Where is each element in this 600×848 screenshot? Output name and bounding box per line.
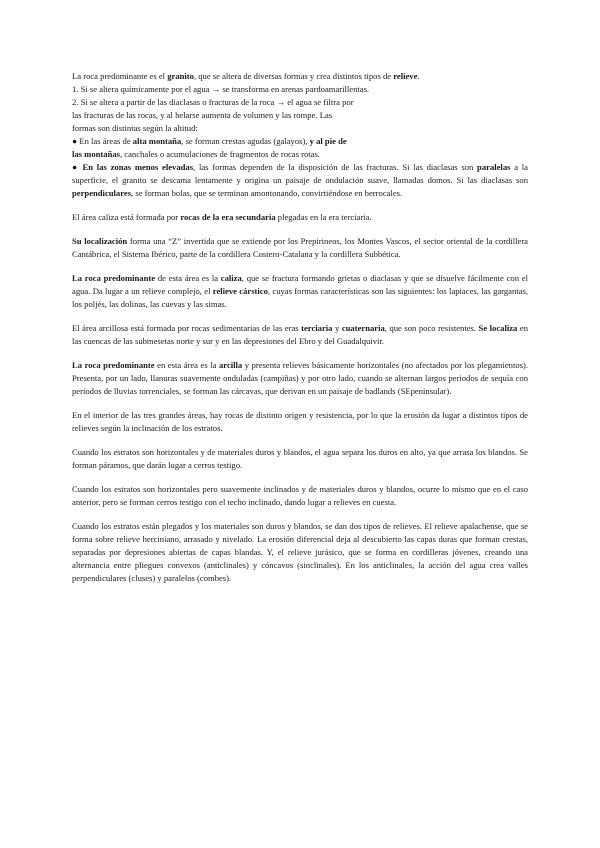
text-run: El área arcillosa está formada por rocas sedimentarias de las eras xyxy=(72,323,302,333)
bold-term: caliza xyxy=(220,273,242,283)
bold-term: perpendiculares xyxy=(72,188,132,198)
bold-term: En las zonas menos elevadas xyxy=(82,162,194,172)
bold-term: Se localiza xyxy=(478,323,518,333)
arcilla-intro xyxy=(72,322,528,348)
granito-item-2-line-2: las fracturas de las rocas, y al helarse aumenta de volumen y las rompe. Las xyxy=(72,110,333,120)
bold-term: terciaria xyxy=(301,323,333,333)
bold-term: y al pie de xyxy=(309,136,347,146)
bold-term: rocas de la era secundaria xyxy=(180,212,276,222)
text-run: en esta área es la xyxy=(154,360,219,370)
caliza-localizacion xyxy=(72,235,528,261)
granito-item-2-line-3: formas son distintas según la altitud: xyxy=(72,123,198,133)
text-run: El área caliza está formada por xyxy=(72,212,181,222)
bold-term: paralelas xyxy=(477,162,511,172)
text-run: La roca predominante es el xyxy=(72,71,168,81)
bold-term: relieve xyxy=(393,71,418,81)
text-run: , que se fractura formando grietas o diaclasas y que se disuelve fácilmente con el agua. Da lugar a un relieve complejo, el xyxy=(72,273,528,296)
bold-term: La roca predominante xyxy=(72,273,156,283)
granito-item-2-line-1: 2. Si se altera a partir de las diaclasas o fracturas de la roca → el agua se filtra por xyxy=(72,97,354,107)
caliza-roca xyxy=(72,272,528,311)
text-run: ● xyxy=(72,162,83,172)
bold-term: Su localización xyxy=(72,236,128,246)
granito-bullet-1 xyxy=(72,135,528,161)
text-run: , se forman crestas agudas (galayos), xyxy=(181,136,310,146)
estratos-inclinados: Cuando los estratos son horizontales pero suavemente inclinados y de materiales duros y blandos, ocurre lo mismo que en el caso anterior, pero se forman cerros testigo con el techo inclinado, dando lugar a relieves en cuesta. xyxy=(72,484,528,507)
bold-term: relieve cárstico xyxy=(212,286,268,296)
text-run: . xyxy=(417,71,420,81)
text-run: en las cuencas de las submesetas norte y sur y en las depresiones del Ebro y del Guadalquivir. xyxy=(72,323,528,346)
text-run: de esta área es la xyxy=(155,273,221,283)
text-run: y presenta relieves básicamente horizontales (no afectados por los plegamientos). Presenta, por un lado, llanuras suavemente onduladas (campiñas) y por otro lado, cuando se alternan largos periodos de sequía con periodos de lluvias torrenciales, se forman las cárcavas, que derivan en un paisaje de badlands (SEpeninsular). xyxy=(72,360,528,396)
text-run: , cuyas formas características son las siguientes: los lapiaces, las gargantas, los poljés, las dolinas, las cuevas y las simas. xyxy=(72,286,528,309)
text-run: ● En las áreas de xyxy=(72,136,133,146)
caliza-intro xyxy=(72,211,528,224)
text-run: , se forman bolas, que se terminan amontonando, convirtiéndose en berrocales. xyxy=(131,188,403,198)
bold-term: cuaternaria xyxy=(341,323,385,333)
bold-term: granito xyxy=(167,71,194,81)
bold-term: arcilla xyxy=(219,360,243,370)
bold-term: La roca predominante xyxy=(72,360,155,370)
estratos-horizontales: Cuando los estratos son horizontales y de materiales duros y blandos, el agua separa los duros en alto, ya que arrasa los blandos. Se forman páramos, que darán lugar a cerros testigo. xyxy=(72,447,528,470)
text-run: y xyxy=(332,323,342,333)
bold-term: las montañas xyxy=(72,149,120,159)
text-run: a la superficie, el granito se descama lentamente y origina un paisaje de ondulación suave, llamadas domos. Si las diaclasas son xyxy=(72,162,528,185)
text-run: , las formas dependen de la disposición de las fracturas. Si las diaclasas son xyxy=(193,162,478,172)
text-run: forma una “Z” invertida que se extiende por los Prepirineos, los Montes Vascos, el sector oriental de la cordillera Cantábrica, el Sistema Ibérico, parte de la cordillera Costero-Catalana y la cordillera Subbética. xyxy=(72,236,528,259)
text-run: , que son poco resistentes. xyxy=(384,323,479,333)
bold-term: alta montaña xyxy=(132,136,182,146)
arcilla-roca xyxy=(72,359,528,398)
granito-bullet-2 xyxy=(72,161,528,200)
text-run: plegadas en la era terciaria. xyxy=(275,212,372,222)
granito-intro xyxy=(72,70,528,83)
text-run: , que se altera de diversas formas y crea distintos tipos de xyxy=(193,71,394,81)
estratos-plegados: Cuando los estratos están plegados y los materiales son duros y blandos, se dan dos tipos de relieves. El relieve apalachense, que se forma sobre relieve herciniano, arrasado y nivelado. La erosión diferencial deja al descubierto las capas duras que forman crestas, separadas por depresiones abiertas de capas blandas. Y, el relieve jurásico, que se forma en cordilleras jóvenes, creando una alternancia entre pliegues convexos (anticlinales) y cóncavos (sinclinales). En los anticlinales, la acción del agua crea valles perpendiculares (cluses) y paralelos (combes). xyxy=(72,521,528,583)
litologia-intro: En el interior de las tres grandes áreas, hay rocas de distinto origen y resistencia, por lo que la erosión da lugar a distintos tipos de relieves según la inclinación de los estratos. xyxy=(72,410,528,433)
text-run: , canchales o acumulaciones de fragmentos de rocas rotas. xyxy=(120,149,320,159)
granito-item-1: 1. Si se altera químicamente por el agua → se transforma en arenas pardoamarillentas. xyxy=(72,84,370,94)
